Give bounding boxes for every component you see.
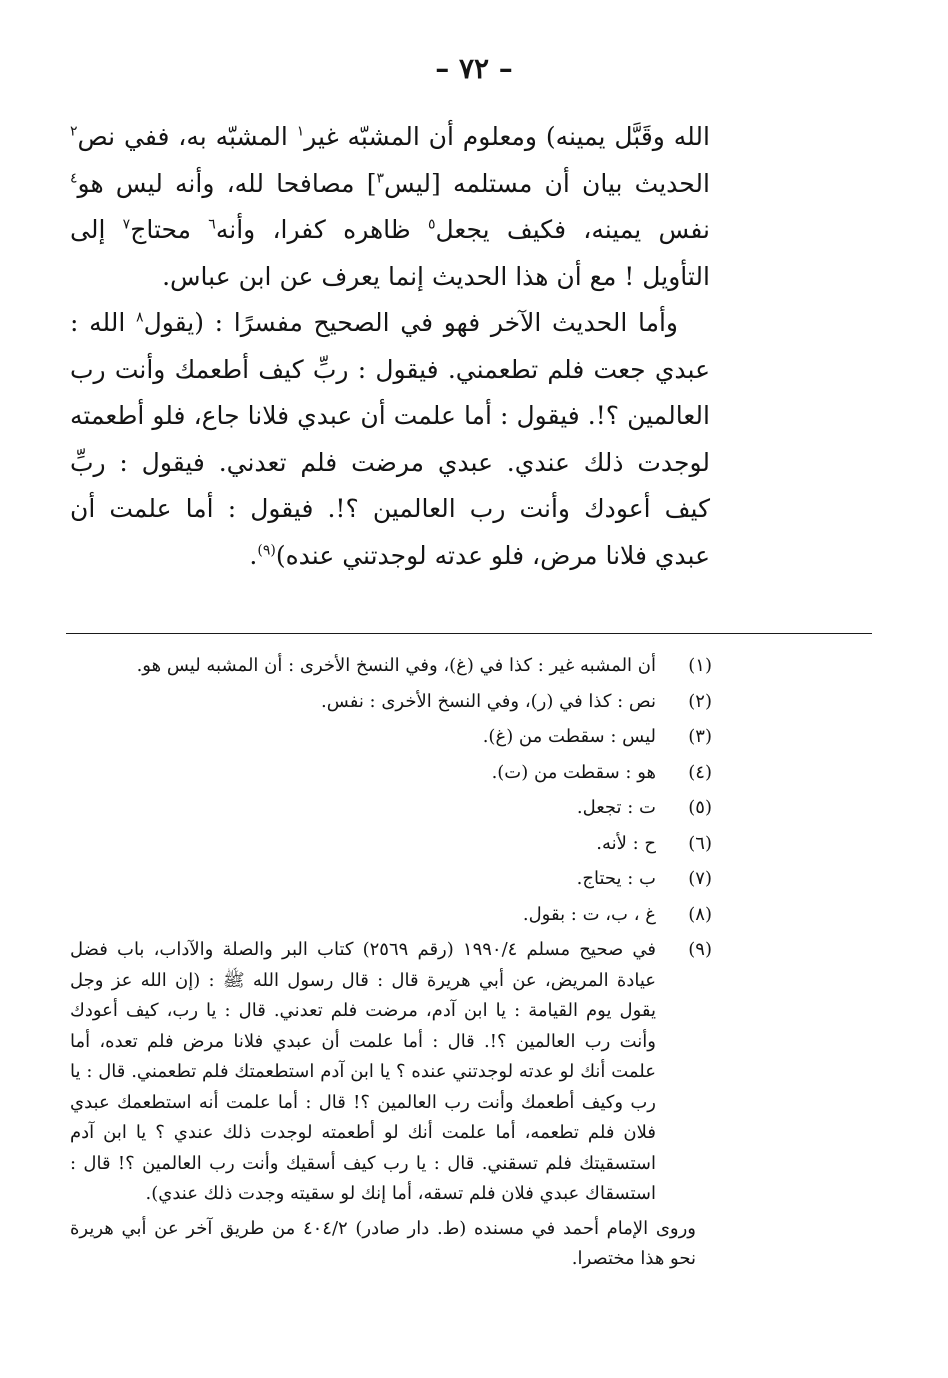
footnote-item: [70, 790, 712, 826]
p1-text-c: الحديث بيان أن مستلمه [ليس: [384, 168, 710, 198]
p1-text-a: الله وقَبَّل يمينه) ومعلوم أن المشبّه غير: [304, 122, 710, 151]
p1-text-e: نفس يمينه، فكيف يجعل: [435, 215, 710, 244]
page-number: – ٧٢ –: [435, 52, 513, 85]
main-paragraph-2: [70, 300, 710, 579]
footnote-text: هو : سقطت من (ت).: [491, 761, 656, 783]
footnote-text: ب : يحتاج.: [576, 868, 656, 889]
note-ref-6: ٦: [208, 216, 216, 233]
footnote-number: (٧): [688, 868, 712, 889]
footnote-item: [70, 684, 712, 720]
footnote-text: غ ، ب، ت : بقول.: [522, 903, 656, 925]
note-ref-4: ٤: [70, 170, 78, 187]
p1-text-f: ظاهره كفرا، وأنه: [215, 215, 428, 244]
footnote-divider: [66, 633, 872, 634]
note-ref-5: ٥: [427, 216, 436, 233]
footnote-item: [70, 719, 712, 755]
footnote-number: (١): [688, 655, 712, 676]
footnote-text: نص : كذا في (ر)، وفي النسخ الأخرى : نفس.: [321, 690, 656, 712]
note-ref-2: ٢: [70, 123, 78, 140]
footnote-item: [70, 826, 712, 862]
footnote-item: [70, 861, 712, 897]
footnote-item: [70, 932, 712, 1210]
footnote-continuation: وروى الإمام أحمد في مسنده (ط. دار صادر) ٤٠٤/٢ من طريق آخر عن أبي هريرة نحو هذا مختصرا.: [70, 1217, 696, 1269]
footnote-text: ليس : سقطت من (غ).: [482, 726, 656, 747]
p2-text-c: .: [249, 540, 258, 570]
note-ref-9: (٩): [257, 542, 276, 559]
footnote-number: (٣): [688, 726, 712, 747]
footnote-item: [70, 648, 712, 684]
footnote-text: أن المشبه غير : كذا في (غ)، وفي النسخ الأخرى : أن المشبه ليس هو.: [136, 655, 656, 676]
footnote-text: ح : لأنه.: [596, 832, 656, 854]
footnote-number: (٩): [688, 939, 712, 960]
footnote-number: (٥): [688, 797, 712, 818]
p1-text-h: إلى التأويل ! مع أن هذا الحديث إنما يعرف عن ابن عباس.: [70, 215, 710, 291]
footnote-number: (٢): [688, 690, 712, 712]
p1-text-g: محتاج: [130, 215, 209, 244]
footnote-number: (٦): [688, 832, 712, 854]
main-text: [70, 114, 710, 579]
p1-text-d: ] مصافحا لله، وأنه ليس هو: [77, 168, 377, 198]
footnote-item: [70, 897, 712, 933]
footnote-text: في صحيح مسلم ١٩٩٠/٤ (رقم ٢٥٦٩) كتاب البر والصلة والآداب، باب فضل عيادة المريض، عن أبي هريرة قال : قال رسول الله ﷺ : (إن الله عز وجل يقول يوم القيامة : يا ابن آدم، مرضت فلم تعدني. قال : يا رب، كيف أعودك وأنت رب العالمين ؟!. قال : أما علمت أن عبدي فلانا مرض فلم تعده، أما علمت أنك لو عدته لوجدتني عنده ؟ يا ابن آدم استطعمتك فلم تطعمني. قال : يا رب وكيف أطعمك وأنت رب العالمين ؟! قال : أما علمت أنه استطعمك عبدي فلان فلم تطعمه، أما علمت أنك لو أطعمته لوجدت ذلك عندي ؟ يا ابن آدم استسقيتك فلم تسقني. قال : يا رب كيف أسقيك وأنت رب العالمين ؟! قال : استسقاك عبدي فلان فلم تسقه، أما إنك لو سقيته وجدت ذلك عندي).: [70, 939, 656, 1204]
note-ref-8: ٨: [136, 309, 144, 326]
main-paragraph-1: [70, 114, 710, 300]
footnote-number: (٨): [688, 903, 712, 925]
note-ref-7: ٧: [122, 216, 131, 233]
footnotes: [70, 648, 712, 1275]
p2-text-b: الله : عبدي جعت فلم تطعمني. فيقول : ربِّ كيف أطعمك وأنت رب العالمين ؟!. فيقول : أما علمت أن عبدي فلانا جاع، فلو أطعمته لوجدت ذلك عندي. عبدي مرضت فلم تعدني. فيقول : ربِّ كيف أعودك وأنت رب العالمين ؟!. فيقول : أما علمت أن عبدي فلانا مرض، فلو عدته لوجدتني عنده): [70, 308, 710, 570]
p2-text-a: وأما الحديث الآخر فهو في الصحيح مفسرًا : (يقول: [143, 308, 678, 337]
note-ref-1: ١: [296, 123, 305, 140]
footnote-item: [70, 755, 712, 791]
p1-text-b: المشبّه به، ففي نص: [77, 122, 297, 151]
footnote-text: ت : تجعل.: [576, 797, 656, 818]
note-ref-3: ٣: [376, 170, 384, 187]
footnote-number: (٤): [688, 761, 712, 783]
